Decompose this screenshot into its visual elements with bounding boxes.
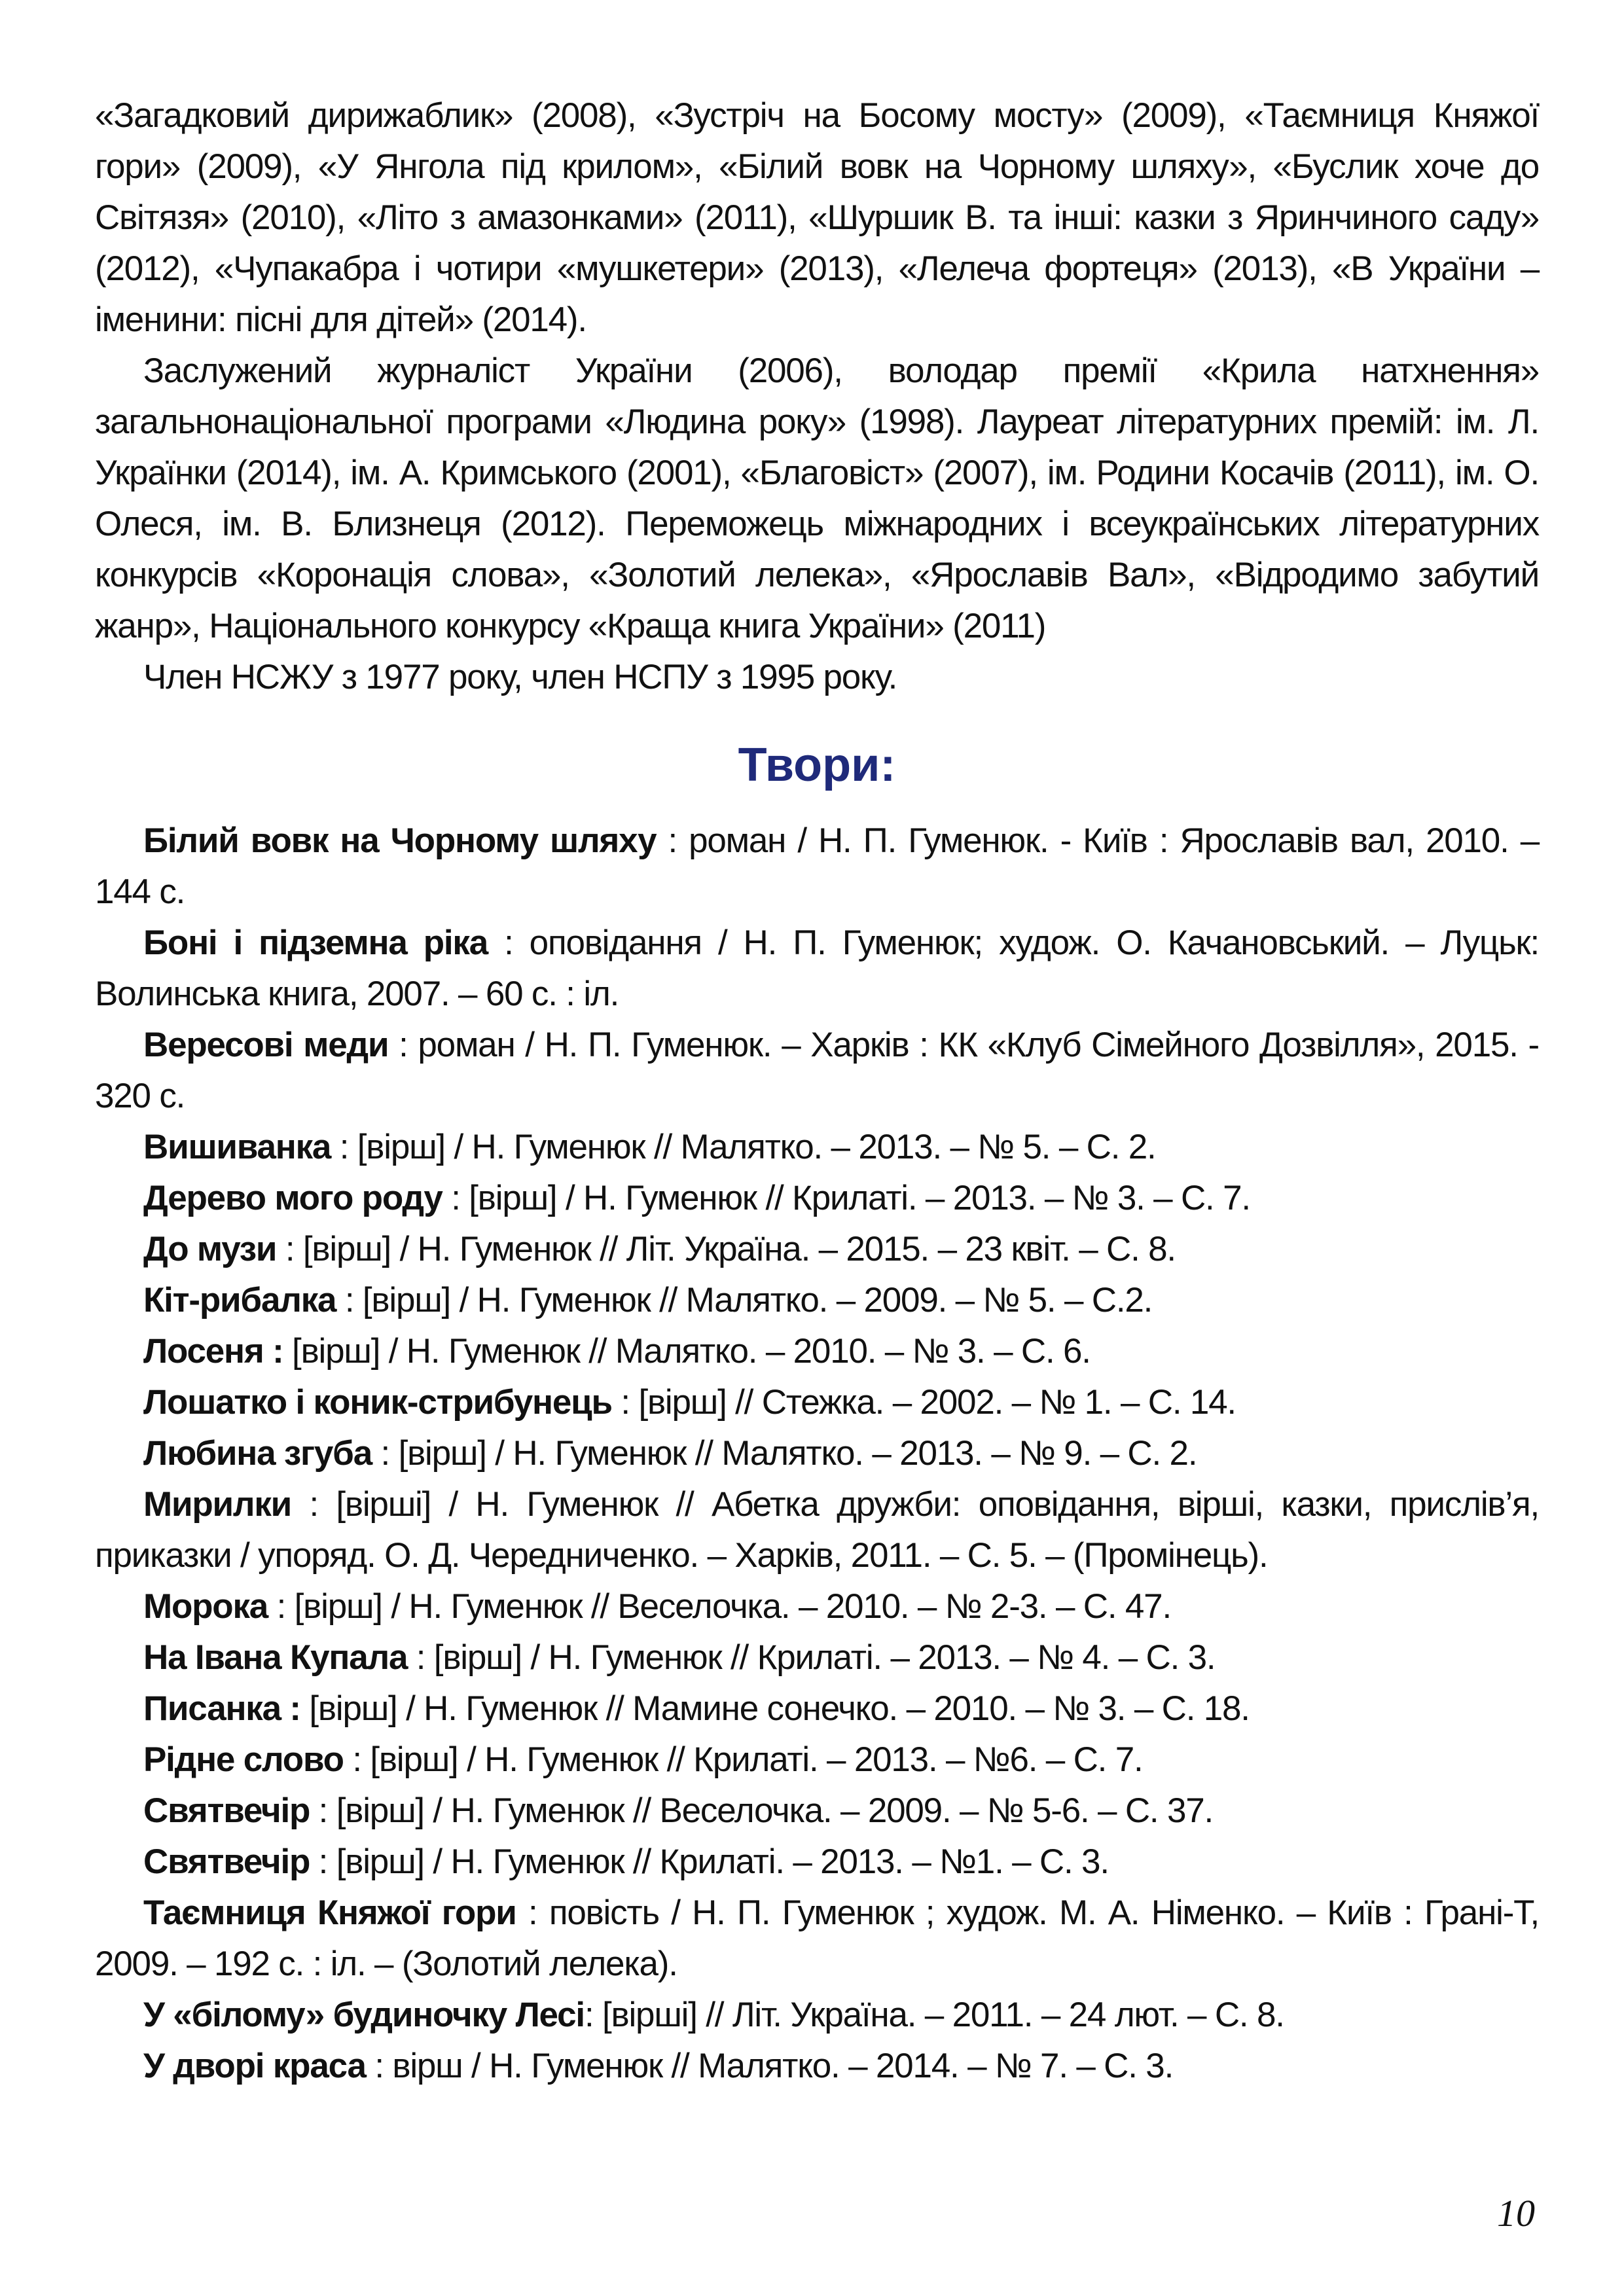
work-title: Білий вовк на Чорному шляху [143, 821, 657, 860]
works-list [95, 816, 1539, 2092]
work-details: : [вірші] // Літ. Україна. – 2011. – 24 лют. – С. 8. [584, 1996, 1284, 2034]
work-title: Лошатко і коник-стрибунець [143, 1383, 612, 1422]
work-details: : [вірш] / Н. Гуменюк // Веселочка. – 2009. – № 5-6. – С. 37. [310, 1791, 1214, 1830]
work-title: Лосеня : [143, 1332, 283, 1371]
work-entry [95, 1888, 1539, 1990]
work-title: Дерево мого роду [143, 1179, 442, 1217]
work-entry [95, 816, 1539, 918]
work-title: Вересові меди [143, 1026, 389, 1064]
work-entry [95, 1479, 1539, 1581]
work-title: Рідне слово [143, 1740, 344, 1779]
page-number: 10 [1497, 2192, 1535, 2234]
work-details: : [вірш] / Н. Гуменюк // Малятко. – 2013. – № 9. – С. 2. [372, 1434, 1197, 1473]
bio-paragraph-awards: Заслужений журналіст України (2006), володар премії «Крила натхнення» загальнонаціональної програми «Людина року» (1998). Лауреат літературних премій: ім. Л. Українки (2014), ім. А. Кримського (2001), «Благовіст» (2007), ім. Родини Косачів (2011), ім. О. Олеся, ім. В. Близнеця (2012). Переможець міжнародних і всеукраїнських літературних конкурсів «Коронація слова», «Золотий лелека», «Ярославів Вал», «Відродимо забутий жанр», Національного конкурсу «Краща книга України» (2011) [95, 351, 1539, 645]
work-entry [95, 1326, 1539, 1377]
work-title: Боні і підземна ріка [143, 924, 488, 962]
work-details: : [вірш] / Н. Гуменюк // Малятко. – 2013. – № 5. – С. 2. [331, 1128, 1156, 1166]
work-entry [95, 1122, 1539, 1173]
work-details: : роман / Н. П. Гуменюк. - Київ : Ярославів вал, 2010. – 144 с. [95, 821, 1539, 911]
work-title: У дворі краса [143, 2047, 366, 2085]
work-title: У «білому» будиночку Лесі [143, 1996, 585, 2034]
work-details: : [вірш] / Н. Гуменюк // Літ. Україна. – 2015. – 23 квіт. – С. 8. [276, 1230, 1176, 1268]
work-entry [95, 1020, 1539, 1122]
work-details: : [вірш] / Н. Гуменюк // Крилаті. – 2013. – №6. – С. 7. [343, 1740, 1143, 1779]
work-details: : повість / Н. П. Гуменюк ; худож. М. А. Німенко. – Київ : Грані-Т, 2009. – 192 с. : іл. – (Золотий лелека). [95, 1893, 1539, 1983]
bio-paragraph-works-list: «Загадковий дирижаблик» (2008), «Зустріч на Босому мосту» (2009), «Таємниця Княжої гори» (2009), «У Янгола під крилом», «Білий вовк на Чорному шляху», «Буслик хоче до Світязя» (2010), «Літо з амазонками» (2011), «Шуршик В. та інші: казки з Яринчиного саду» (2012), «Чупакабра і чотири «мушкетери» (2013), «Лелеча фортеця» (2013), «В України – іменини: пісні для дітей» (2014). [95, 96, 1539, 339]
work-title: Таємниця Княжої гори [143, 1893, 516, 1932]
bio-paragraph-membership: Член НСЖУ з 1977 року, член НСПУ з 1995 року. [143, 658, 897, 696]
work-entry [95, 1224, 1539, 1275]
work-details: : роман / Н. П. Гуменюк. – Харків : КК «Клуб Сімейного Дозвілля», 2015. - 320 с. [95, 1026, 1540, 1115]
section-title: Твори: [738, 739, 896, 791]
work-title: Морока [143, 1587, 268, 1626]
work-details: : [вірш] / Н. Гуменюк // Крилаті. – 2013. – №1. – С. 3. [310, 1842, 1109, 1881]
work-entry [95, 1837, 1539, 1888]
work-details: : вірш / Н. Гуменюк // Малятко. – 2014. – № 7. – С. 3. [365, 2047, 1174, 2085]
work-details: : оповідання / Н. П. Гуменюк; худож. О. Качановський. – Луцьк: Волинська книга, 2007. – 60 с. : іл. [95, 924, 1540, 1013]
work-entry [95, 1173, 1539, 1224]
work-details: : [вірш] / Н. Гуменюк // Крилаті. – 2013. – № 3. – С. 7. [442, 1179, 1250, 1217]
work-entry [95, 2041, 1539, 2092]
work-title: Кіт-рибалка [143, 1281, 336, 1319]
work-entry [95, 1428, 1539, 1479]
work-title: Святвечір [143, 1791, 310, 1830]
work-title: Святвечір [143, 1842, 310, 1881]
work-title: Писанка : [143, 1689, 300, 1728]
work-entry [95, 1990, 1539, 2041]
work-details: : [вірш] / Н. Гуменюк // Малятко. – 2009. – № 5. – С.2. [336, 1281, 1153, 1319]
work-details: : [вірш] / Н. Гуменюк // Веселочка. – 2010. – № 2-3. – С. 47. [268, 1587, 1171, 1626]
work-entry [95, 1734, 1539, 1785]
work-details: [вірш] / Н. Гуменюк // Мамине сонечко. – 2010. – № 3. – С. 18. [300, 1689, 1250, 1728]
work-details: : [вірш] // Стежка. – 2002. – № 1. – С. 14. [611, 1383, 1236, 1422]
work-details: [вірш] / Н. Гуменюк // Малятко. – 2010. – № 3. – С. 6. [283, 1332, 1091, 1371]
work-title: На Івана Купала [143, 1638, 408, 1677]
work-entry [95, 918, 1539, 1020]
work-entry [95, 1377, 1539, 1428]
document-page [95, 90, 1539, 2092]
work-title: Вишиванка [143, 1128, 331, 1166]
work-title: До музи [143, 1230, 277, 1268]
work-entry [95, 1275, 1539, 1326]
work-entry [95, 1683, 1539, 1734]
work-details: : [вірші] / Н. Гуменюк // Абетка дружби: оповідання, вірші, казки, прислів’я, приказки / упоряд. О. Д. Чередниченко. – Харків, 2011. – С. 5. – (Промінець). [95, 1485, 1539, 1575]
work-entry [95, 1632, 1539, 1683]
work-title: Любина згуба [143, 1434, 372, 1473]
work-entry [95, 1581, 1539, 1632]
work-details: : [вірш] / Н. Гуменюк // Крилаті. – 2013. – № 4. – С. 3. [407, 1638, 1216, 1677]
work-entry [95, 1785, 1539, 1837]
work-title: Мирилки [143, 1485, 292, 1524]
